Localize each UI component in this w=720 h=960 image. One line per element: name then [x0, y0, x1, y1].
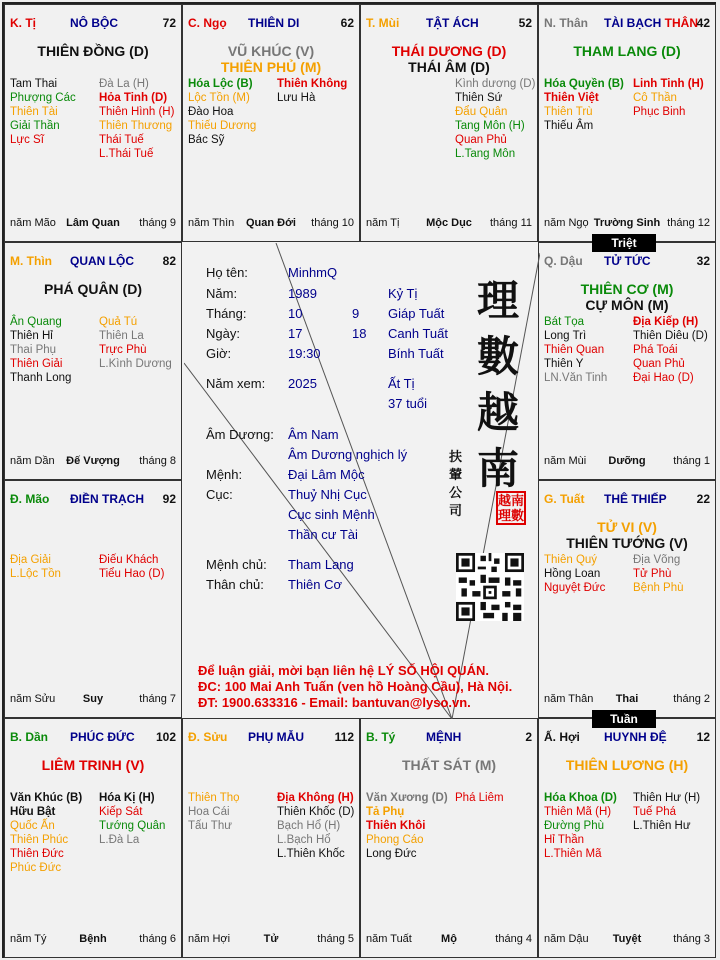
palace-header — [10, 16, 176, 32]
month-value: 10 — [288, 306, 303, 321]
contact-line-3: ĐT: 1900.633316 - Email: bantuvan@lyso.vn. — [198, 695, 471, 710]
palace-footer — [188, 217, 354, 231]
footer-stage: Tuyệt — [612, 933, 642, 945]
palace-age: 52 — [518, 16, 532, 30]
month-label: Tháng: — [206, 306, 247, 321]
minor-star: Lưu Hà — [277, 92, 316, 104]
minor-star: Quan Phủ — [633, 358, 685, 370]
footer-year: năm Hợi — [188, 933, 231, 945]
palace-age: 82 — [162, 254, 176, 268]
minor-star: Điếu Khách — [99, 554, 159, 566]
day-canchi: Canh Tuất — [388, 326, 448, 341]
minor-stars-right — [99, 77, 174, 161]
minor-star: Bác Sỹ — [188, 134, 225, 146]
palace-header — [366, 16, 532, 32]
footer-month: tháng 10 — [311, 217, 354, 229]
minor-star: Tả Phụ — [366, 806, 405, 818]
minor-star: L.Thiên Hư — [633, 820, 691, 832]
palace-name: THÊ THIẾP — [604, 492, 667, 506]
menh-chu-label: Mệnh chủ: — [206, 557, 267, 572]
footer-month: tháng 3 — [673, 933, 710, 945]
palace-name: HUYNH ĐỆ — [604, 730, 667, 744]
palace-name: MỆNH — [426, 730, 462, 744]
main-star: THIÊN PHỦ (M) — [220, 59, 322, 75]
palace-header — [544, 492, 710, 508]
palace-branch: T. Mùi — [366, 16, 400, 30]
palace-footer — [10, 217, 176, 231]
main-star: LIÊM TRINH (V) — [41, 757, 145, 773]
footer-month: tháng 2 — [673, 693, 710, 705]
minor-star: Phong Cáo — [366, 834, 424, 846]
minor-star: Hỉ Thần — [544, 834, 585, 846]
palace-age: 22 — [696, 492, 710, 506]
palace-branch: G. Tuất — [544, 492, 585, 506]
minor-star: Địa Kiếp (H) — [633, 316, 699, 328]
palace-branch: Đ. Sửu — [188, 730, 228, 744]
minor-star: Ân Quang — [10, 316, 62, 328]
footer-month: tháng 5 — [317, 933, 354, 945]
minor-star: Thiếu Âm — [544, 120, 594, 132]
minor-star: Thiên Không — [277, 78, 348, 90]
cuc-value: Thuỷ Nhị Cục — [288, 487, 367, 502]
minor-star: L.Thiên Mã — [544, 848, 602, 860]
year-value: 1989 — [288, 286, 317, 301]
main-star: THIÊN ĐỒNG (D) — [37, 43, 149, 59]
minor-star: L.Kình Dương — [99, 358, 172, 370]
palace-cell-dau[interactable] — [538, 242, 716, 480]
minor-stars-right — [99, 315, 172, 371]
minor-star: Linh Tinh (H) — [633, 78, 704, 90]
minor-star: Văn Khúc (B) — [10, 792, 83, 804]
palace-header — [188, 730, 354, 746]
view-year-value: 2025 — [288, 376, 317, 391]
tuan-tag: Tuần — [592, 710, 656, 728]
footer-stage: Thai — [615, 693, 639, 705]
palace-name: PHÚC ĐỨC — [70, 730, 135, 744]
minor-star: Quan Phủ — [455, 134, 507, 146]
minor-star: Long Đức — [366, 848, 417, 860]
main-star: THIÊN TƯỚNG (V) — [566, 535, 688, 551]
minor-star: Thiên Đức — [10, 848, 64, 860]
minor-star: Thiên Việt — [544, 92, 599, 104]
palace-age: 62 — [340, 16, 354, 30]
palace-age: 32 — [696, 254, 710, 268]
footer-stage: Trường Sinh — [593, 217, 661, 229]
palace-branch: N. Thân — [544, 16, 588, 30]
view-year-canchi: Ất Tị — [388, 376, 415, 391]
minor-stars-right — [99, 791, 165, 847]
cuc-value-2: Cục sinh Mệnh — [288, 507, 375, 522]
minor-star: Kình dương (D) — [455, 78, 536, 90]
minor-star: LN.Văn Tinh — [544, 372, 608, 384]
than-chu-label: Thân chủ: — [206, 577, 264, 592]
palace-header — [10, 730, 176, 746]
amduong-value: Âm Nam — [288, 427, 339, 442]
minor-star: Thanh Long — [10, 372, 72, 384]
palace-footer — [10, 693, 176, 707]
palace-branch: C. Ngọ — [188, 16, 227, 30]
minor-stars-left — [10, 791, 82, 875]
hour-canchi: Bính Tuất — [388, 346, 444, 361]
main-star: THÁI DƯƠNG (D) — [391, 43, 507, 59]
minor-star: Hóa Lộc (B) — [188, 78, 253, 90]
menh-label: Mệnh: — [206, 467, 243, 482]
footer-year: năm Ngọ — [544, 217, 589, 229]
minor-stars-right — [455, 77, 535, 161]
palace-branch: B. Tý — [366, 730, 396, 744]
palace-header — [544, 16, 710, 32]
minor-star: L.Tang Môn — [455, 148, 516, 160]
minor-star: Thiên Khốc (D) — [277, 806, 355, 818]
palace-footer — [366, 933, 532, 947]
minor-star: L.Bạch Hổ — [277, 834, 331, 846]
qr-code-icon[interactable] — [456, 553, 524, 621]
main-star: THIÊN CƠ (M) — [580, 281, 674, 297]
footer-year: năm Mão — [10, 217, 56, 229]
footer-month: tháng 8 — [139, 455, 176, 467]
minor-star: Tang Môn (H) — [455, 120, 525, 132]
minor-star: Thiên Khôi — [366, 820, 426, 832]
palace-name: NÔ BỘC — [70, 16, 118, 30]
minor-star: Đào Hoa — [188, 106, 234, 118]
minor-star: Thiên Mã (H) — [544, 806, 612, 818]
palace-header — [544, 730, 710, 746]
minor-star: Long Trì — [544, 330, 587, 342]
hour-value: 19:30 — [288, 346, 321, 361]
minor-star: Địa Giải — [10, 554, 51, 566]
minor-stars-left — [188, 791, 240, 833]
minor-star: Cô Thần — [633, 92, 677, 104]
day-value: 17 — [288, 326, 303, 341]
minor-stars-left — [188, 77, 256, 147]
palace-cell-thin[interactable] — [4, 242, 182, 480]
palace-age: 102 — [155, 730, 176, 744]
minor-star: Đại Hao (D) — [633, 372, 694, 384]
calligraphy-logo: 理數越南 — [476, 276, 519, 493]
footer-year: năm Thìn — [188, 217, 235, 229]
footer-stage: Mộ — [441, 933, 457, 945]
palace-age: 112 — [334, 730, 354, 744]
footer-year: năm Thân — [544, 693, 594, 705]
than-chu-value: Thiên Cơ — [288, 577, 343, 592]
minor-star: Hoa Cái — [188, 806, 230, 818]
palace-footer — [188, 933, 354, 947]
minor-star: Phúc Đức — [10, 862, 62, 874]
minor-star: Thiên Quý — [544, 554, 598, 566]
minor-star: Tử Phù — [633, 568, 672, 580]
footer-month: tháng 4 — [495, 933, 532, 945]
year-canchi: Kỷ Tị — [388, 286, 418, 301]
cuc-label: Cục: — [206, 487, 233, 502]
minor-star: Phục Binh — [633, 106, 686, 118]
minor-star: Thiên Phúc — [10, 834, 69, 846]
main-star: PHÁ QUÂN (D) — [44, 281, 142, 297]
minor-stars-left — [544, 553, 605, 595]
palace-cell-suu[interactable] — [182, 718, 360, 958]
palace-name: THIÊN DI — [248, 16, 300, 30]
minor-star: Đường Phù — [544, 820, 604, 832]
minor-star: Thiên Sứ — [455, 92, 503, 104]
minor-star: Thiên Giải — [10, 358, 63, 370]
minor-star: Thiên Hư (H) — [633, 792, 701, 804]
minor-star: Tiểu Hao (D) — [99, 568, 165, 580]
footer-stage: Bệnh — [79, 933, 107, 945]
minor-star: Hóa Khoa (D) — [544, 792, 617, 804]
center-info-panel — [184, 243, 540, 719]
minor-stars-left — [10, 77, 76, 147]
minor-star: L.Thái Tuế — [99, 148, 154, 160]
than-marker: THÂN — [664, 16, 698, 30]
footer-month: tháng 6 — [139, 933, 176, 945]
minor-star: Bát Tọa — [544, 316, 585, 328]
footer-year: năm Sửu — [10, 693, 56, 705]
minor-star: Văn Xương (D) — [366, 792, 448, 804]
minor-star: Thái Tuế — [99, 134, 144, 146]
main-star: CỰ MÔN (M) — [585, 297, 669, 313]
minor-star: Hóa Quyền (B) — [544, 78, 624, 90]
minor-star: Tam Thai — [10, 78, 58, 90]
minor-star: Tướng Quân — [99, 820, 166, 832]
footer-year: năm Tị — [366, 217, 400, 229]
minor-star: Tấu Thư — [188, 820, 232, 832]
contact-line-1: Để luận giải, mời bạn liên hệ LÝ SỐ HỘI QUÁN. — [198, 663, 489, 678]
name-value: MinhmQ — [288, 265, 338, 280]
palace-cell-ty2[interactable] — [360, 718, 538, 958]
minor-star: Quốc Ấn — [10, 820, 55, 832]
palace-cell-ngo[interactable] — [182, 4, 360, 242]
palace-footer — [544, 693, 710, 707]
footer-month: tháng 12 — [667, 217, 710, 229]
minor-stars-left — [10, 315, 71, 385]
footer-stage: Mộc Dục — [426, 217, 472, 229]
minor-star: Kiếp Sát — [99, 806, 143, 818]
minor-star: Thiên Hỉ — [10, 330, 53, 342]
triet-tag: Triệt — [592, 234, 656, 252]
minor-star: Hữu Bật — [10, 806, 56, 818]
cuc-value-3: Thần cư Tài — [288, 527, 358, 542]
minor-stars-right — [277, 791, 354, 861]
palace-branch: Đ. Mão — [10, 492, 50, 506]
minor-star: Giải Thần — [10, 120, 60, 132]
palace-cell-than[interactable] — [538, 4, 716, 242]
menh-chu-value: Tham Lang — [288, 557, 354, 572]
menh-value: Đại Lâm Mộc — [288, 467, 365, 482]
minor-stars-left — [10, 553, 61, 581]
palace-age: 72 — [162, 16, 176, 30]
minor-star: Hỏa Tinh (D) — [99, 92, 168, 104]
minor-star: Lộc Tồn (M) — [188, 92, 250, 104]
minor-star: Trực Phù — [99, 344, 147, 356]
palace-footer — [10, 455, 176, 469]
minor-star: Thiếu Dương — [188, 120, 257, 132]
palace-name: QUAN LỘC — [70, 254, 134, 268]
palace-branch: B. Dần — [10, 730, 49, 744]
minor-stars-right — [277, 77, 347, 105]
footer-stage: Quan Đới — [246, 217, 296, 229]
palace-name: TẬT ÁCH — [426, 16, 479, 30]
minor-stars-left — [544, 791, 617, 861]
minor-star: Địa Võng — [633, 554, 681, 566]
minor-star: Nguyệt Đức — [544, 582, 606, 594]
palace-cell-dan[interactable] — [4, 718, 182, 958]
footer-stage: Tử — [263, 933, 279, 945]
palace-cell-tuat[interactable] — [538, 480, 716, 718]
main-star: THẤT SÁT (M) — [401, 757, 497, 773]
footer-stage: Dưỡng — [608, 455, 646, 467]
minor-stars-right — [99, 553, 164, 581]
minor-star: Phá Liêm — [455, 792, 504, 804]
minor-star: Phượng Các — [10, 92, 76, 104]
minor-star: Đà La (H) — [99, 78, 149, 90]
footer-stage: Suy — [82, 693, 104, 705]
minor-star: Hóa Kị (H) — [99, 792, 155, 804]
minor-stars-left — [544, 77, 624, 133]
minor-stars-left — [544, 315, 607, 385]
minor-star: Thiên Quan — [544, 344, 605, 356]
palace-branch: Ấ. Hợi — [544, 730, 580, 744]
minor-star: Thiên Tài — [10, 106, 58, 118]
minor-star: Thiên Thọ — [188, 792, 240, 804]
palace-cell-ty[interactable] — [4, 4, 182, 242]
footer-year: năm Mùi — [544, 455, 587, 467]
palace-name: PHỤ MẪU — [248, 730, 304, 744]
palace-header — [10, 254, 176, 270]
minor-star: L.Đà La — [99, 834, 140, 846]
minor-star: L.Lộc Tồn — [10, 568, 61, 580]
minor-star: Phá Toái — [633, 344, 678, 356]
hour-label: Giờ: — [206, 346, 232, 361]
main-star: THIÊN LƯƠNG (H) — [565, 757, 689, 773]
day-lunar: 18 — [352, 326, 367, 341]
footer-year: năm Dần — [10, 455, 55, 467]
footer-stage: Lâm Quan — [66, 217, 120, 229]
palace-header — [10, 492, 176, 508]
minor-stars-right — [633, 791, 700, 833]
minor-star: Tuế Phá — [633, 806, 677, 818]
footer-month: tháng 11 — [489, 217, 532, 229]
name-label: Họ tên: — [206, 265, 248, 280]
palace-branch: M. Thìn — [10, 254, 52, 268]
main-star: THAM LANG (D) — [573, 43, 681, 59]
minor-star: Thiên Diêu (D) — [633, 330, 708, 342]
minor-star: Thiên Y — [544, 358, 584, 370]
tu-vi-chart — [2, 2, 716, 958]
minor-star: Địa Không (H) — [277, 792, 354, 804]
amduong-value-2: Âm Dương nghịch lý — [288, 447, 408, 462]
palace-header — [188, 16, 354, 32]
minor-stars-right — [633, 553, 684, 595]
palace-header — [366, 730, 532, 746]
palace-footer — [544, 455, 710, 469]
footer-month: tháng 9 — [139, 217, 176, 229]
footer-stage: Đế Vượng — [66, 455, 120, 467]
palace-name: TỬ TỨC — [604, 254, 651, 268]
palace-age: 12 — [696, 730, 710, 744]
palace-age: 92 — [162, 492, 176, 506]
minor-star: Quả Tú — [99, 316, 138, 328]
footer-year: năm Dậu — [544, 933, 589, 945]
view-year-label: Năm xem: — [206, 376, 266, 391]
palace-footer — [544, 933, 710, 947]
footer-year: năm Tý — [10, 933, 47, 945]
palace-age: 42 — [696, 16, 710, 30]
footer-month: tháng 1 — [673, 455, 710, 467]
month-canchi: Giáp Tuất — [388, 306, 445, 321]
minor-stars-right — [633, 77, 704, 119]
palace-header — [544, 254, 710, 270]
footer-month: tháng 7 — [139, 693, 176, 705]
minor-star: Đẩu Quân — [455, 106, 508, 118]
palace-cell-hoi[interactable] — [538, 718, 716, 958]
palace-cell-mui[interactable] — [360, 4, 538, 242]
minor-star: Thiên Trù — [544, 106, 593, 118]
main-star: THÁI ÂM (D) — [408, 59, 490, 75]
main-star: VŨ KHÚC (V) — [227, 43, 315, 59]
year-label: Năm: — [206, 286, 238, 301]
main-star: TỬ VI (V) — [597, 519, 657, 535]
palace-name: ĐIỀN TRẠCH — [70, 492, 144, 506]
day-label: Ngày: — [206, 326, 240, 341]
minor-star: Hồng Loan — [544, 568, 601, 580]
amduong-label: Âm Dương: — [206, 427, 274, 442]
footer-year: năm Tuất — [366, 933, 412, 945]
palace-footer — [10, 933, 176, 947]
minor-star: Thiên Thương — [99, 120, 173, 132]
palace-cell-mao[interactable] — [4, 480, 182, 718]
minor-star: Thiên Hình (H) — [99, 106, 175, 118]
minor-stars-left — [366, 791, 448, 861]
red-seal: 越南 理數 — [498, 493, 525, 523]
minor-star: Bạch Hổ (H) — [277, 820, 341, 832]
view-age: 37 tuổi — [388, 396, 428, 411]
minor-star: Thai Phụ — [10, 344, 57, 356]
month-lunar: 9 — [352, 306, 360, 321]
contact-line-2: ĐC: 100 Mai Anh Tuấn (ven hồ Hoàng Cầu), Hà Nội. — [198, 679, 513, 694]
palace-branch: Q. Dậu — [544, 254, 583, 268]
vertical-company-text: 扶 輦 公 司 — [449, 449, 463, 518]
minor-star: Bệnh Phù — [633, 582, 684, 594]
minor-star: Lực Sĩ — [10, 134, 44, 146]
palace-footer — [544, 217, 710, 231]
minor-star: L.Thiên Khốc — [277, 848, 345, 860]
palace-name: TÀI BẠCH THÂN — [604, 16, 698, 30]
palace-age: 2 — [525, 730, 532, 744]
palace-footer — [366, 217, 532, 231]
palace-branch: K. Tị — [10, 16, 36, 30]
minor-stars-right — [633, 315, 708, 385]
minor-star: Thiên La — [99, 330, 144, 342]
minor-stars-right — [455, 791, 504, 805]
